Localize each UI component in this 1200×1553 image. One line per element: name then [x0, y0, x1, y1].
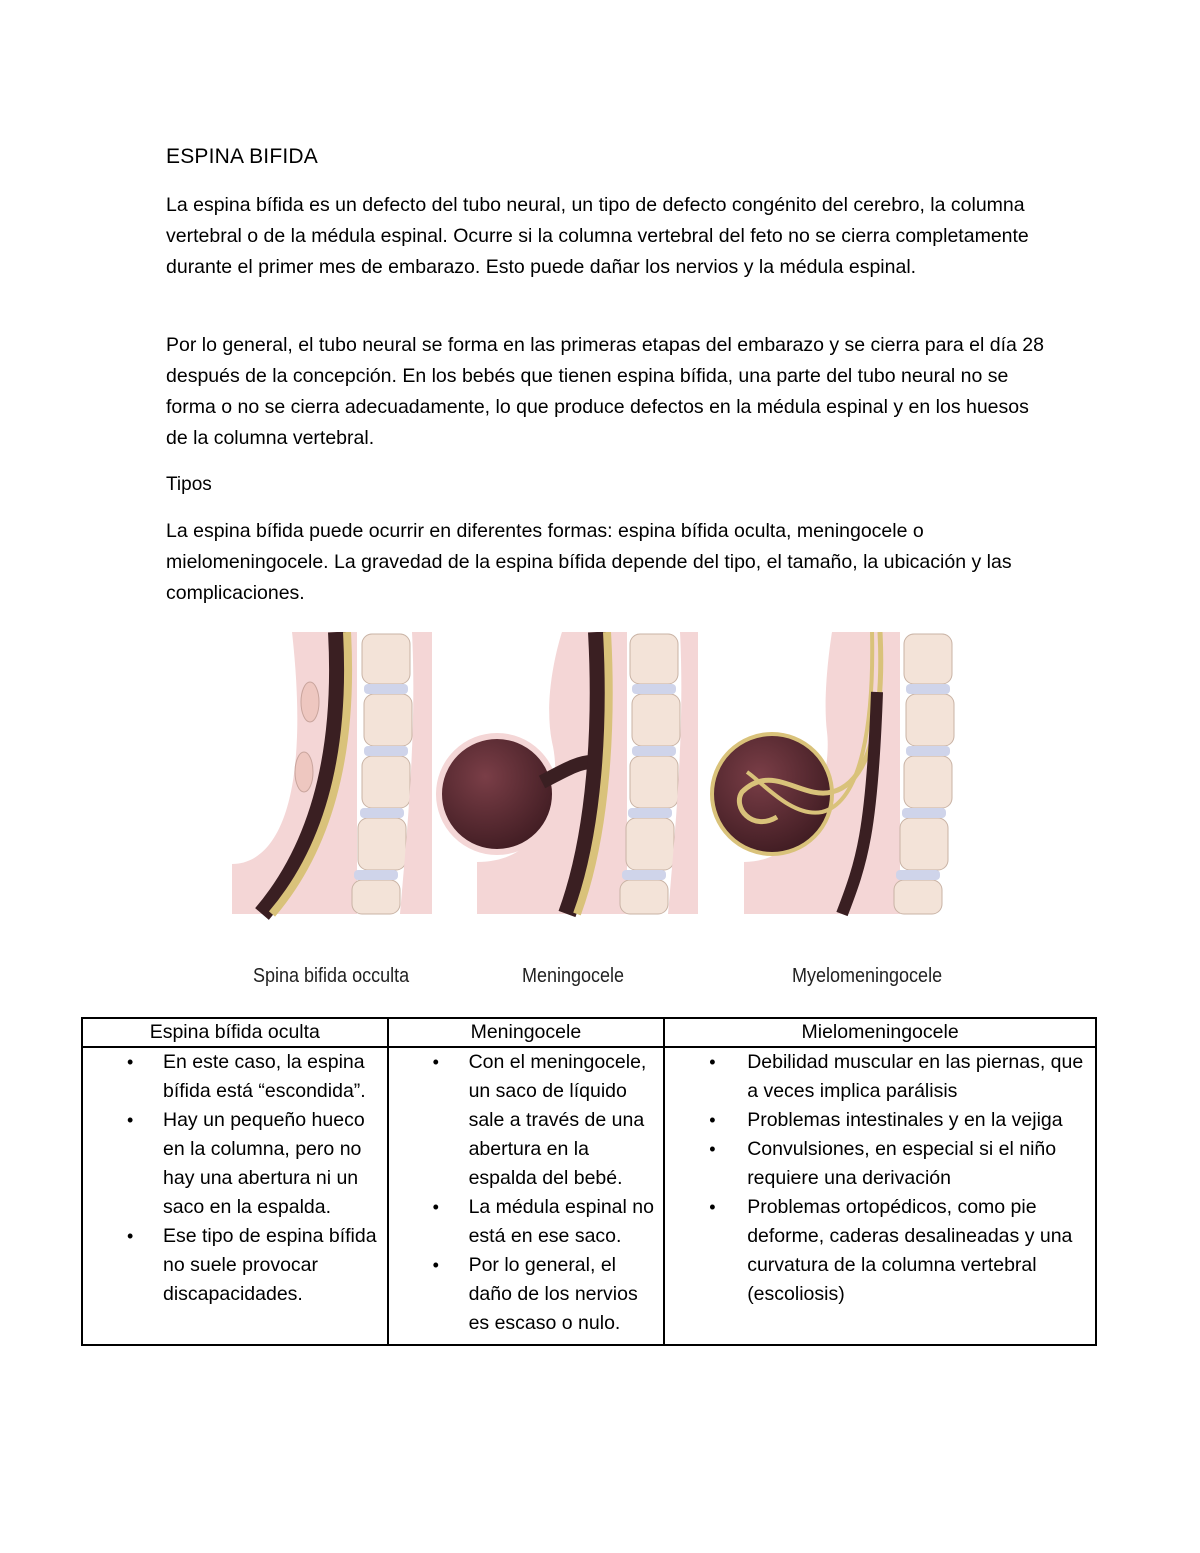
bullet-icon: •	[127, 1052, 134, 1072]
bullet-icon: •	[127, 1226, 134, 1246]
bullet-icon: •	[709, 1110, 716, 1130]
myelomeningocele-panel	[712, 632, 954, 914]
header-oculta: Espina bífida oculta	[82, 1018, 388, 1047]
list-item: • Por lo general, el daño de los nervios es escaso o nulo.	[389, 1251, 656, 1338]
figure-label-myelomeningocele: Myelomeningocele	[792, 965, 943, 987]
list-item: • Debilidad muscular en las piernas, que a veces implica parálisis	[665, 1048, 1087, 1106]
types-table	[81, 1017, 1097, 1346]
list-item: • Problemas intestinales y en la vejiga	[665, 1106, 1087, 1135]
oculta-list	[83, 1048, 379, 1309]
list-item: • Ese tipo de espina bífida no suele provocar discapacidades.	[83, 1222, 379, 1309]
meningocele-panel	[439, 632, 698, 914]
list-item: • Hay un pequeño hueco en la columna, pero no hay una abertura ni un saco en la espalda.	[83, 1106, 379, 1222]
types-paragraph: La espina bífida puede ocurrir en diferentes formas: espina bífida oculta, meningocele o mielomeningocele. La gravedad de la espina bífida depende del tipo, el tamaño, la ubicación y las complicaciones.	[166, 520, 1012, 604]
figure-label-meningocele: Meningocele	[522, 965, 625, 987]
mielomeningocele-cell	[664, 1047, 1096, 1345]
header-meningocele: Meningocele	[388, 1018, 665, 1047]
bullet-icon: •	[709, 1197, 716, 1217]
bullet-icon: •	[127, 1110, 134, 1130]
list-item: • Con el meningocele, un saco de líquido sale a través de una abertura en la espalda del bebé.	[389, 1048, 656, 1193]
figure-label-occulta: Spina bifida occulta	[253, 965, 410, 987]
bullet-icon: •	[709, 1139, 716, 1159]
bullet-icon: •	[432, 1197, 439, 1217]
table-body-row	[82, 1047, 1096, 1345]
list-item: • La médula espinal no está en ese saco.	[389, 1193, 656, 1251]
mielomeningocele-list	[665, 1048, 1087, 1309]
table-header-row	[82, 1018, 1096, 1047]
section-subtitle: Tipos	[166, 474, 212, 495]
spina-bifida-illustration	[232, 632, 968, 992]
bullet-icon: •	[432, 1255, 439, 1275]
meningocele-cell	[388, 1047, 665, 1345]
second-paragraph: Por lo general, el tubo neural se forma en las primeras etapas del embarazo y se cierra para el día 28 después de la concepción. En los bebés que tienen espina bífida, una parte del tubo neural no se forma o no se cierra adecuadamente, lo que produce defectos en la médula espinal y en los huesos de la columna vertebral.	[166, 334, 1044, 449]
document-title: ESPINA BIFIDA	[166, 145, 318, 168]
meningocele-list	[389, 1048, 656, 1338]
header-mielomeningocele: Mielomeningocele	[664, 1018, 1096, 1047]
bullet-icon: •	[709, 1052, 716, 1072]
list-item: • En este caso, la espina bífida está “escondida”.	[83, 1048, 379, 1106]
intro-paragraph: La espina bífida es un defecto del tubo neural, un tipo de defecto congénito del cerebro, la columna vertebral o de la médula espinal. Ocurre si la columna vertebral del feto no se cierra completamente durante el primer mes de embarazo. Esto puede dañar los nervios y la médula espinal.	[166, 194, 1029, 278]
oculta-cell	[82, 1047, 388, 1345]
list-item: • Problemas ortopédicos, como pie deforme, caderas desalineadas y una curvatura de la columna vertebral (escoliosis)	[665, 1193, 1087, 1309]
occulta-panel	[232, 632, 432, 914]
bullet-icon: •	[432, 1052, 439, 1072]
list-item: • Convulsiones, en especial si el niño requiere una derivación	[665, 1135, 1087, 1193]
